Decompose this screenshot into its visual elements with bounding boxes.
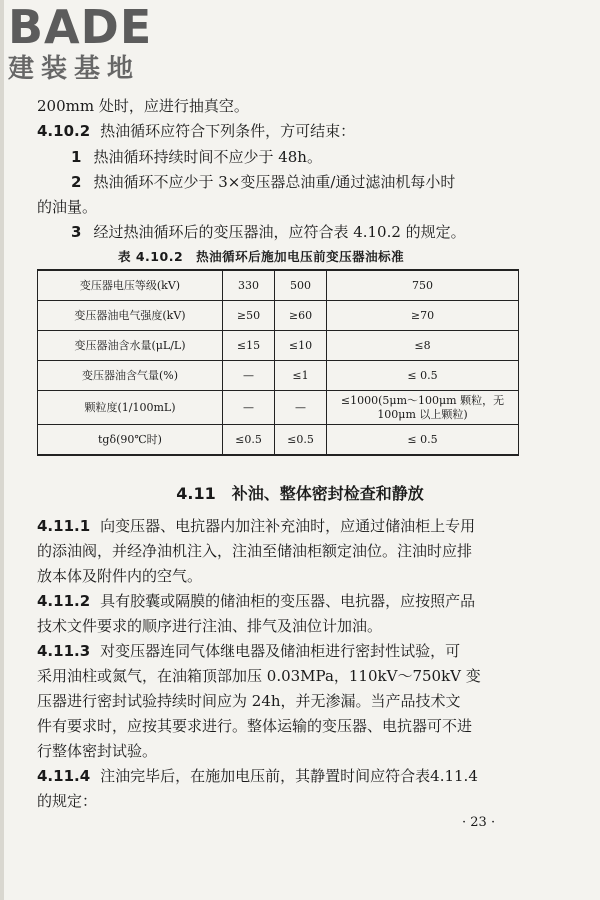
table-cell: ≥50 bbox=[223, 301, 275, 331]
line-text: 注油完毕后，在施加电压前，其静置时间应符合表4.11.4 bbox=[100, 767, 478, 785]
clause-number: 4.10.2 bbox=[37, 122, 91, 140]
scan-edge-shadow bbox=[0, 0, 4, 900]
line-text: 的规定： bbox=[37, 792, 98, 810]
logo-subtitle: 建装基地 bbox=[8, 54, 141, 84]
table-row bbox=[38, 270, 519, 301]
list-item bbox=[71, 147, 322, 167]
paragraph-line bbox=[37, 791, 97, 811]
table-cell: ≤ 0.5 bbox=[327, 425, 519, 456]
list-item bbox=[71, 222, 466, 242]
paragraph-line bbox=[37, 616, 382, 636]
table-cell: — bbox=[223, 391, 275, 425]
table-cell: tgδ(90℃时) bbox=[38, 425, 223, 456]
line-text: 热油循环持续时间不应少于 48h。 bbox=[93, 148, 322, 166]
table-cell: ≥70 bbox=[327, 301, 519, 331]
table-row bbox=[38, 331, 519, 361]
paragraph-line bbox=[37, 96, 249, 116]
table-cell: ≤0.5 bbox=[275, 425, 327, 456]
table-cell: ≤1000(5μm～100μm 颗粒，无 100μm 以上颗粒) bbox=[327, 391, 519, 425]
line-text: 放本体及附件内的空气。 bbox=[37, 567, 203, 585]
clause-number: 4.11.1 bbox=[37, 517, 91, 535]
paragraph-line bbox=[37, 741, 157, 761]
line-text: 经过热油循环后的变压器油，应符合表 4.10.2 的规定。 bbox=[93, 223, 466, 241]
line-text: 向变压器、电抗器内加注补充油时，应通过储油柜上专用 bbox=[100, 517, 476, 535]
clause-line bbox=[37, 516, 475, 536]
line-text: 采用油柱或氮气，在油箱顶部加压 0.03MPa，110kV～750kV 变 bbox=[37, 667, 481, 685]
line-text: 的添油阀，并经净油机注入，注油至储油柜额定油位。注油时应排 bbox=[37, 542, 473, 560]
brand-logo bbox=[8, 2, 178, 84]
clause-number: 4.11.2 bbox=[37, 592, 91, 610]
line-text: 的油量。 bbox=[37, 198, 98, 216]
paragraph-line bbox=[37, 666, 481, 686]
line-text: 热油循环应符合下列条件，方可结束： bbox=[100, 122, 356, 140]
clause-line bbox=[37, 641, 460, 661]
table-cell: ≥60 bbox=[275, 301, 327, 331]
table-cell: — bbox=[223, 361, 275, 391]
line-text: 技术文件要求的顺序进行注油、排气及油位计加油。 bbox=[37, 617, 383, 635]
item-number: 2 bbox=[71, 173, 82, 191]
table-cell: 500 bbox=[275, 270, 327, 301]
table-row bbox=[38, 301, 519, 331]
table-cell: 变压器电压等级(kV) bbox=[38, 270, 223, 301]
line-text: 行整体密封试验。 bbox=[37, 742, 158, 760]
line-text: 200mm 处时，应进行抽真空。 bbox=[37, 97, 249, 115]
table-cell: ≤15 bbox=[223, 331, 275, 361]
line-text: 件有要求时，应按其要求进行。整体运输的变压器、电抗器可不进 bbox=[37, 717, 473, 735]
paragraph-line bbox=[37, 541, 472, 561]
table-cell: 变压器油含水量(μL/L) bbox=[38, 331, 223, 361]
clause-number: 4.11.4 bbox=[37, 767, 91, 785]
clause-line bbox=[37, 591, 475, 611]
table-cell: 750 bbox=[327, 270, 519, 301]
clause-line bbox=[37, 121, 355, 141]
table-title: 表 4.10.2 热油循环后施加电压前变压器油标准 bbox=[118, 249, 405, 264]
section-heading: 4.11 补油、整体密封检查和静放 bbox=[176, 484, 424, 503]
table-cell: — bbox=[275, 391, 327, 425]
clause-number: 4.11.3 bbox=[37, 642, 91, 660]
line-text: 热油循环不应少于 3×变压器总油重/通过滤油机每小时 bbox=[93, 173, 456, 191]
oil-standard-table bbox=[37, 269, 519, 456]
line-text: 具有胶囊或隔膜的储油柜的变压器、电抗器，应按照产品 bbox=[100, 592, 476, 610]
table-cell: 330 bbox=[223, 270, 275, 301]
line-text: 压器进行密封试验持续时间应为 24h，并无渗漏。当产品技术文 bbox=[37, 692, 461, 710]
clause-line bbox=[37, 766, 478, 786]
logo-brand-text: BADE bbox=[8, 0, 153, 54]
list-item bbox=[71, 172, 455, 192]
page-number: · 23 · bbox=[462, 815, 496, 830]
item-number: 1 bbox=[71, 148, 82, 166]
table-cell: 颗粒度(1/100mL) bbox=[38, 391, 223, 425]
table-row bbox=[38, 425, 519, 456]
paragraph-line bbox=[37, 691, 461, 711]
line-text: 对变压器连同气体继电器及储油柜进行密封性试验，可 bbox=[100, 642, 461, 660]
paragraph-line bbox=[37, 716, 472, 736]
table-row bbox=[38, 391, 519, 425]
table-cell: ≤ 0.5 bbox=[327, 361, 519, 391]
table-cell: 变压器油含气量(%) bbox=[38, 361, 223, 391]
table-row bbox=[38, 361, 519, 391]
table-cell: ≤1 bbox=[275, 361, 327, 391]
table-cell: 变压器油电气强度(kV) bbox=[38, 301, 223, 331]
table-cell: ≤10 bbox=[275, 331, 327, 361]
paragraph-line bbox=[37, 197, 97, 217]
paragraph-line bbox=[37, 566, 202, 586]
item-number: 3 bbox=[71, 223, 82, 241]
table-cell: ≤0.5 bbox=[223, 425, 275, 456]
table-cell: ≤8 bbox=[327, 331, 519, 361]
